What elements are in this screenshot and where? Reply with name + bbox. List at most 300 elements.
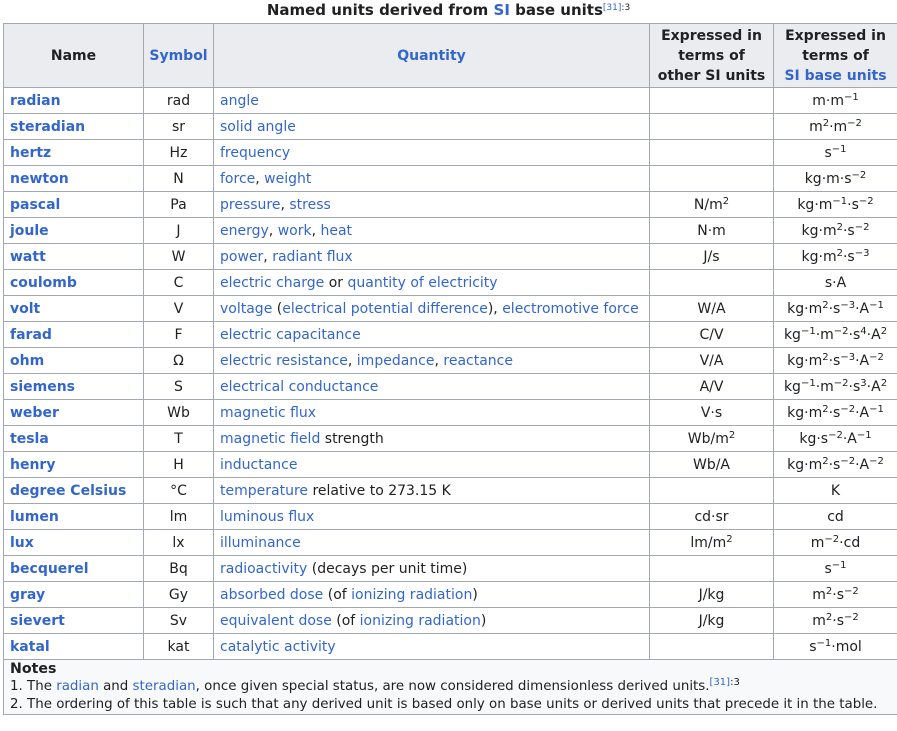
cell-symbol: C — [144, 270, 214, 296]
header-symbol-link[interactable]: Symbol — [149, 47, 208, 64]
header-symbol — [144, 24, 214, 88]
cell-other-si-units — [650, 426, 774, 452]
superscript: 2 — [822, 117, 830, 129]
unit-lumen-link[interactable]: lumen — [10, 508, 59, 525]
cell-base-si-units — [774, 608, 897, 634]
cell-quantity — [214, 556, 650, 582]
superscript: 2 — [822, 455, 829, 467]
table-row — [4, 374, 897, 400]
cell-symbol: sr — [144, 114, 214, 140]
cell-name — [4, 426, 144, 452]
table-row — [4, 582, 897, 608]
text-segment: s — [809, 638, 817, 655]
cell-other-si-units — [650, 88, 774, 114]
unit-sievert-link[interactable]: sievert — [10, 612, 65, 629]
cell-base-si-units — [774, 478, 897, 504]
magnetic-flux-link[interactable]: magnetic flux — [220, 404, 317, 421]
text-segment: ⋅A — [855, 300, 870, 317]
electromotive-force-link[interactable]: electromotive force — [502, 300, 639, 317]
cell-base-si-units — [774, 114, 897, 140]
superscript: 2 — [825, 611, 833, 623]
table-row — [4, 504, 897, 530]
superscript: −1 — [856, 429, 872, 441]
text-segment: J/kg — [698, 612, 725, 629]
cell-other-si-units — [650, 400, 774, 426]
pressure-link[interactable]: pressure — [220, 196, 281, 213]
cell-other-si-units — [650, 608, 774, 634]
text-segment: ⋅s — [842, 248, 855, 265]
table-row — [4, 140, 897, 166]
superscript: 3 — [860, 377, 867, 389]
text-segment: N⋅m — [697, 222, 726, 239]
note-2 — [10, 696, 891, 714]
text-segment: cd⋅sr — [694, 508, 729, 525]
equivalent-dose-link[interactable]: equivalent dose — [220, 612, 332, 629]
text-segment: ⋅cd — [839, 534, 861, 551]
cell-name — [4, 244, 144, 270]
31-link[interactable]: [31] — [709, 677, 731, 688]
steradian-link[interactable]: steradian — [132, 679, 196, 694]
text-segment: K — [830, 482, 841, 499]
text-segment: kg⋅s — [799, 430, 829, 447]
text-segment: , — [255, 170, 265, 187]
superscript: 4 — [860, 325, 867, 337]
text-segment: , — [268, 222, 278, 239]
cell-symbol: F — [144, 322, 214, 348]
unit-degree-celsius-link[interactable]: degree Celsius — [10, 482, 127, 499]
ionizing-radiation-link[interactable]: ionizing radiation — [351, 586, 473, 603]
unit-weber-link[interactable]: weber — [10, 404, 59, 421]
cell-name — [4, 88, 144, 114]
cell-other-si-units — [650, 296, 774, 322]
text-segment: ⋅s — [828, 456, 841, 473]
cell-quantity — [214, 504, 650, 530]
cell-quantity — [214, 270, 650, 296]
text-segment: kg⋅m — [797, 196, 833, 213]
text-segment: or — [324, 274, 348, 291]
superscript: −3 — [854, 247, 870, 259]
cell-name — [4, 608, 144, 634]
cell-quantity — [214, 192, 650, 218]
voltage-link[interactable]: voltage — [220, 300, 273, 317]
cell-symbol: V — [144, 296, 214, 322]
text-segment: and — [98, 679, 133, 694]
superscript: −2 — [824, 533, 840, 545]
cell-quantity — [214, 452, 650, 478]
cell-symbol: Pa — [144, 192, 214, 218]
cell-other-si-units — [650, 166, 774, 192]
cell-base-si-units — [774, 296, 897, 322]
superscript: 2 — [880, 377, 888, 389]
text-segment: relative to 273.15 K — [308, 482, 451, 499]
unit-steradian-link[interactable]: steradian — [10, 118, 86, 135]
table-body — [4, 88, 897, 660]
unit-radian-link[interactable]: radian — [10, 92, 61, 109]
catalytic-activity-link[interactable]: catalytic activity — [220, 638, 336, 655]
cell-symbol: S — [144, 374, 214, 400]
cell-other-si-units — [650, 348, 774, 374]
solid-angle-link[interactable]: solid angle — [220, 118, 296, 135]
text-segment: ⋅A — [855, 404, 870, 421]
cell-other-si-units — [650, 322, 774, 348]
power-link[interactable]: power — [220, 248, 264, 265]
table-row — [4, 166, 897, 192]
text-segment: ⋅s — [832, 586, 844, 603]
superscript: −2 — [844, 611, 859, 623]
unit-katal-link[interactable]: katal — [10, 638, 50, 655]
reactance-link[interactable]: reactance — [443, 352, 513, 369]
superscript: 2 — [825, 585, 833, 597]
table-row — [4, 270, 897, 296]
text-segment: Wb/A — [692, 456, 731, 473]
impedance-link[interactable]: impedance — [356, 352, 435, 369]
superscript: 2 — [726, 533, 733, 545]
cell-base-si-units — [774, 452, 897, 478]
table-row — [4, 218, 897, 244]
caption-reference-link[interactable]: [31] — [602, 3, 622, 13]
cell-name — [4, 192, 144, 218]
stress-link[interactable]: stress — [289, 196, 331, 213]
cell-name — [4, 582, 144, 608]
cell-base-si-units — [774, 634, 897, 660]
superscript: −1 — [843, 91, 859, 103]
text-segment: , — [347, 352, 357, 369]
superscript: −1 — [869, 299, 884, 311]
superscript: −2 — [847, 117, 862, 129]
ionizing-radiation-link[interactable]: ionizing radiation — [359, 612, 481, 629]
superscript: −2 — [828, 429, 843, 441]
text-segment: , — [311, 222, 321, 239]
cell-base-si-units — [774, 218, 897, 244]
cell-symbol: W — [144, 244, 214, 270]
cell-quantity — [214, 634, 650, 660]
electrical-potential-difference-link[interactable]: electrical potential difference — [282, 300, 488, 317]
superscript: −1 — [832, 195, 848, 207]
cell-base-si-units — [774, 582, 897, 608]
cell-name — [4, 556, 144, 582]
text-segment: m — [810, 534, 825, 551]
cell-quantity — [214, 374, 650, 400]
cell-base-si-units — [774, 348, 897, 374]
text-segment: m — [809, 118, 823, 135]
text-segment: ⋅s — [848, 378, 861, 395]
unit-watt-link[interactable]: watt — [10, 248, 46, 265]
unit-becquerel-link[interactable]: becquerel — [10, 560, 89, 577]
cell-symbol: lm — [144, 504, 214, 530]
temperature-link[interactable]: temperature — [220, 482, 308, 499]
text-segment: kg — [783, 378, 801, 395]
superscript: −2 — [851, 169, 867, 181]
quantity-of-electricity-link[interactable]: quantity of electricity — [347, 274, 498, 291]
unit-ohm-link[interactable]: ohm — [10, 352, 45, 369]
text-segment: W/A — [697, 300, 726, 317]
text-segment: kg⋅m — [787, 404, 823, 421]
angle-link[interactable]: angle — [220, 92, 259, 109]
luminous-flux-link[interactable]: luminous flux — [220, 508, 315, 525]
header-name-label: Name — [50, 47, 97, 64]
table-row — [4, 348, 897, 374]
cell-base-si-units — [774, 88, 897, 114]
text-segment: ) — [472, 586, 478, 603]
superscript: 2 — [880, 325, 888, 337]
cell-quantity — [214, 244, 650, 270]
cell-name — [4, 114, 144, 140]
header-other-line-3: other SI units — [657, 67, 766, 84]
table-row — [4, 322, 897, 348]
cell-symbol: Hz — [144, 140, 214, 166]
text-segment: ⋅m — [815, 326, 834, 343]
cell-quantity — [214, 582, 650, 608]
cell-name — [4, 478, 144, 504]
unit-volt-link[interactable]: volt — [10, 300, 41, 317]
header-quantity-link[interactable]: Quantity — [397, 47, 466, 64]
text-segment: s — [824, 144, 832, 161]
cell-base-si-units — [774, 244, 897, 270]
text-segment: ⋅s — [847, 196, 859, 213]
header-quantity — [214, 24, 650, 88]
absorbed-dose-link[interactable]: absorbed dose — [220, 586, 324, 603]
cell-symbol: T — [144, 426, 214, 452]
unit-tesla-link[interactable]: tesla — [10, 430, 49, 447]
text-segment: kg⋅m — [787, 352, 823, 369]
text-segment: kg⋅m — [787, 456, 823, 473]
table-row — [4, 192, 897, 218]
text-segment: ⋅s — [842, 222, 855, 239]
header-base-line-2: terms of — [802, 47, 869, 64]
text-segment: kg⋅m — [787, 300, 823, 317]
superscript: 2 — [728, 429, 736, 441]
electric-charge-link[interactable]: electric charge — [220, 274, 325, 291]
cell-other-si-units — [650, 478, 774, 504]
electric-resistance-link[interactable]: electric resistance — [220, 352, 348, 369]
cell-symbol: Sv — [144, 608, 214, 634]
cell-other-si-units — [650, 244, 774, 270]
superscript: 2 — [822, 403, 829, 415]
table-row — [4, 400, 897, 426]
cell-other-si-units — [650, 192, 774, 218]
text-segment: ( — [272, 300, 283, 317]
text-segment: kg⋅m⋅s — [804, 170, 852, 187]
unit-pascal-link[interactable]: pascal — [10, 196, 61, 213]
header-other-si — [650, 24, 774, 88]
work-link[interactable]: work — [277, 222, 312, 239]
caption-si-link[interactable]: SI — [493, 1, 510, 19]
unit-newton-link[interactable]: newton — [10, 170, 69, 187]
cell-quantity — [214, 218, 650, 244]
cell-name — [4, 322, 144, 348]
table-row — [4, 478, 897, 504]
text-segment: cd — [827, 508, 844, 525]
force-link[interactable]: force — [220, 170, 256, 187]
text-segment: kg⋅m — [801, 248, 837, 265]
cell-symbol: Ω — [144, 348, 214, 374]
superscript: −2 — [844, 585, 859, 597]
superscript: −1 — [816, 637, 832, 649]
text-segment: s — [824, 560, 832, 577]
header-base-link[interactable]: SI base units — [784, 67, 887, 84]
superscript: −2 — [869, 455, 884, 467]
cell-quantity — [214, 608, 650, 634]
cell-name — [4, 634, 144, 660]
superscript: −2 — [854, 221, 870, 233]
cell-name — [4, 296, 144, 322]
derived-units-table — [3, 23, 897, 715]
cell-symbol: °C — [144, 478, 214, 504]
text-segment: ⋅s — [848, 326, 861, 343]
superscript: −2 — [840, 403, 856, 415]
cell-other-si-units — [650, 504, 774, 530]
text-segment: 2. The ordering of this table is such that any derived unit is based only on base units or derived units that precede it in the table. — [10, 697, 878, 712]
superscript: 2 — [836, 247, 843, 259]
text-segment: J/kg — [698, 586, 725, 603]
radian-link[interactable]: radian — [56, 679, 99, 694]
table-row — [4, 244, 897, 270]
cell-base-si-units — [774, 530, 897, 556]
cell-symbol: rad — [144, 88, 214, 114]
header-row — [4, 24, 897, 88]
text-segment: ) — [480, 612, 487, 629]
cell-name — [4, 140, 144, 166]
cell-symbol: N — [144, 166, 214, 192]
cell-quantity — [214, 478, 650, 504]
unit-coulomb-link[interactable]: coulomb — [10, 274, 77, 291]
table-caption — [0, 0, 897, 23]
cell-symbol: J — [144, 218, 214, 244]
inductance-link[interactable]: inductance — [220, 456, 298, 473]
unit-henry-link[interactable]: henry — [10, 456, 56, 473]
cell-base-si-units — [774, 322, 897, 348]
text-segment: ⋅mol — [831, 638, 862, 655]
cell-other-si-units — [650, 374, 774, 400]
superscript: −1 — [869, 403, 884, 415]
caption-text: Named units derived from — [266, 1, 494, 19]
text-segment: ⋅A — [866, 326, 881, 343]
cell-name — [4, 270, 144, 296]
text-segment: , — [263, 248, 273, 265]
unit-farad-link[interactable]: farad — [10, 326, 52, 343]
text-segment: ⋅A — [842, 430, 857, 447]
superscript: 2 — [822, 351, 829, 363]
text-segment: kg — [783, 326, 801, 343]
superscript: −1 — [831, 143, 847, 155]
header-base-line-1: Expressed in — [785, 27, 886, 44]
notes-heading: Notes — [10, 661, 57, 677]
cell-quantity — [214, 114, 650, 140]
cell-other-si-units — [650, 270, 774, 296]
weight-link[interactable]: weight — [264, 170, 312, 187]
text-segment: m — [812, 612, 826, 629]
cell-base-si-units — [774, 426, 897, 452]
illuminance-link[interactable]: illuminance — [220, 534, 301, 551]
radioactivity-link[interactable]: radioactivity — [220, 560, 308, 577]
text-segment: (decays per unit time) — [307, 560, 468, 577]
cell-base-si-units — [774, 504, 897, 530]
cell-other-si-units — [650, 556, 774, 582]
text-segment: A/V — [699, 378, 724, 395]
unit-hertz-link[interactable]: hertz — [10, 144, 52, 161]
text-segment: N/m — [693, 196, 723, 213]
cell-base-si-units — [774, 400, 897, 426]
cell-other-si-units — [650, 140, 774, 166]
header-name — [4, 24, 144, 88]
text-segment: V/A — [699, 352, 724, 369]
caption-page: :3 — [621, 3, 631, 13]
text-segment: m — [812, 586, 826, 603]
text-segment: Wb/m — [687, 430, 729, 447]
header-base-si — [774, 24, 897, 88]
energy-link[interactable]: energy — [220, 222, 269, 239]
superscript: −3 — [840, 299, 856, 311]
cell-quantity — [214, 322, 650, 348]
frequency-link[interactable]: frequency — [220, 144, 291, 161]
text-segment: strength — [320, 430, 384, 447]
cell-quantity — [214, 348, 650, 374]
cell-other-si-units — [650, 634, 774, 660]
unit-gray-link[interactable]: gray — [10, 586, 46, 603]
superscript: −2 — [869, 351, 884, 363]
cell-quantity — [214, 426, 650, 452]
table-row — [4, 634, 897, 660]
text-segment: , — [280, 196, 290, 213]
table-row — [4, 556, 897, 582]
electrical-conductance-link[interactable]: electrical conductance — [220, 378, 379, 395]
cell-name — [4, 166, 144, 192]
cell-base-si-units — [774, 270, 897, 296]
superscript: 2 — [722, 195, 730, 207]
notes-cell — [4, 660, 897, 715]
cell-name — [4, 504, 144, 530]
superscript: :3 — [730, 677, 740, 688]
cell-quantity — [214, 166, 650, 192]
magnetic-field-link[interactable]: magnetic field — [220, 430, 321, 447]
cell-symbol: Gy — [144, 582, 214, 608]
cell-symbol: lx — [144, 530, 214, 556]
cell-name — [4, 400, 144, 426]
cell-symbol: Bq — [144, 556, 214, 582]
cell-other-si-units — [650, 582, 774, 608]
text-segment: C/V — [699, 326, 724, 343]
radiant-flux-link[interactable]: radiant flux — [272, 248, 353, 265]
table-row — [4, 452, 897, 478]
unit-siemens-link[interactable]: siemens — [10, 378, 76, 395]
text-segment: ⋅s — [832, 612, 844, 629]
cell-base-si-units — [774, 166, 897, 192]
cell-quantity — [214, 400, 650, 426]
cell-base-si-units — [774, 140, 897, 166]
cell-quantity — [214, 296, 650, 322]
cell-quantity — [214, 530, 650, 556]
text-segment: lm/m — [690, 534, 727, 551]
cell-name — [4, 452, 144, 478]
unit-joule-link[interactable]: joule — [10, 222, 49, 239]
text-segment: V⋅s — [700, 404, 723, 421]
superscript: −3 — [840, 351, 856, 363]
cell-other-si-units — [650, 530, 774, 556]
cell-name — [4, 348, 144, 374]
text-segment: , once given special status, are now considered dimensionless derived units. — [195, 679, 710, 694]
text-segment: ⋅s — [828, 300, 841, 317]
electric-capacitance-link[interactable]: electric capacitance — [220, 326, 361, 343]
heat-link[interactable]: heat — [320, 222, 353, 239]
superscript: −1 — [800, 377, 816, 389]
text-segment: ), — [487, 300, 503, 317]
unit-lux-link[interactable]: lux — [10, 534, 34, 551]
superscript: −1 — [800, 325, 816, 337]
text-segment: ⋅A — [855, 456, 870, 473]
text-segment: ⋅m — [829, 118, 848, 135]
text-segment: J/s — [703, 248, 720, 265]
cell-symbol: kat — [144, 634, 214, 660]
